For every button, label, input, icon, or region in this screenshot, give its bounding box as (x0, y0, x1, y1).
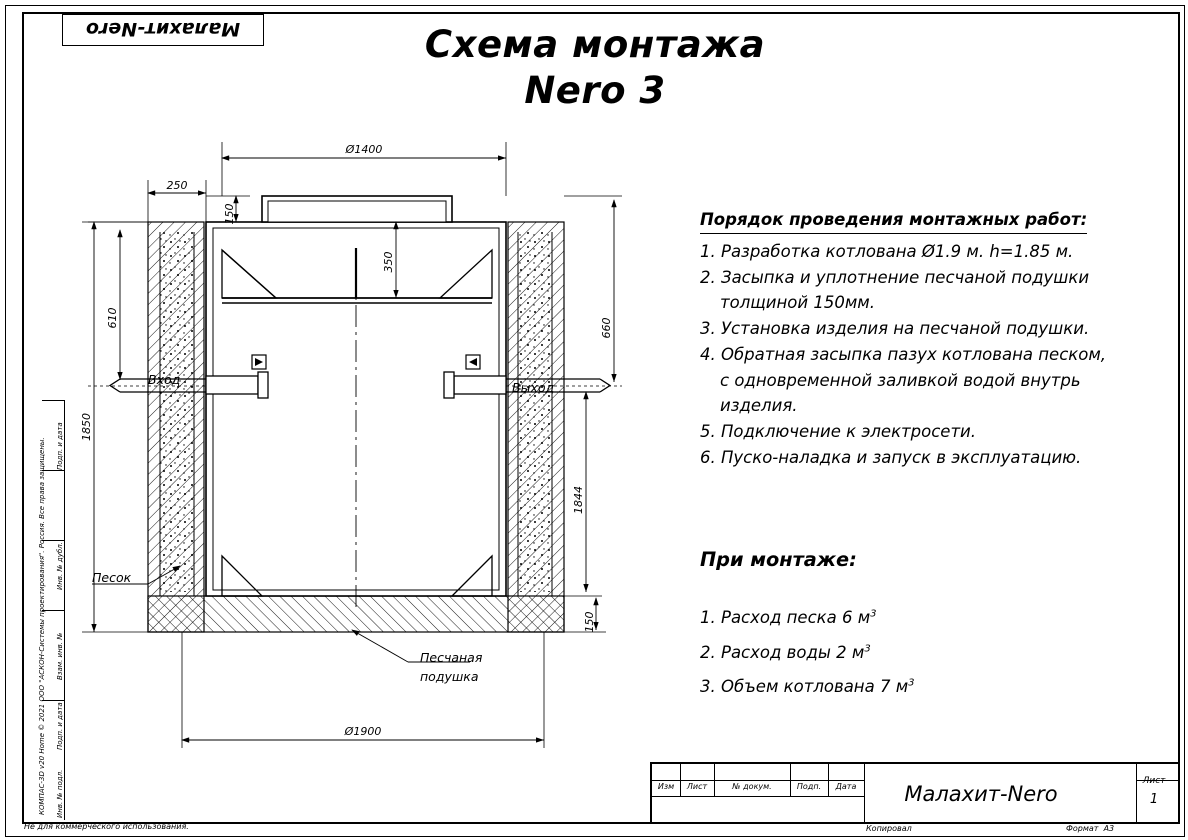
dim-top-diameter: Ø1400 (345, 143, 383, 156)
note-item: 4. Обратная засыпка пазух котлована песком, (700, 344, 1107, 364)
tb-col-podp: Подп. (796, 782, 822, 791)
tb-col-izm: Изм (657, 782, 675, 791)
notes-heading-1: Порядок проведения монтажных работ: (700, 208, 1087, 234)
note-item-cont: с одновременной заливкой водой внутрь (720, 370, 1081, 390)
note-item: 5. Подключение к электросети. (700, 422, 977, 441)
tb-col-data: Дата (835, 782, 857, 791)
footer-format: Формат А3 (1066, 824, 1115, 833)
label-sand-cushion-2: подушка (420, 669, 479, 684)
dim-1850: 1850 (80, 413, 93, 441)
note-item-cont: толщиной 150мм. (720, 293, 876, 313)
dim-1844: 1844 (572, 486, 585, 514)
dim-250: 250 (166, 179, 188, 192)
tb-col-dokum: № докум. (732, 782, 772, 791)
left-label-podp-data-2: Подп. и дата (56, 702, 64, 750)
consumption-item: 3. Объем котлована 7 $м^3$ (700, 677, 915, 697)
dim-350: 350 (382, 251, 395, 273)
dim-610: 610 (106, 307, 119, 329)
tb-product-name: Малахит-Nero (904, 782, 1058, 806)
consumption-item: 1. Расход песка 6 $м^3$ (700, 607, 877, 627)
label-sand-cushion-1: Песчаная (420, 650, 483, 665)
note-item: 6. Пуско-наладка и запуск в эксплуатацию. (700, 447, 1082, 467)
footer-note: Не для коммерческого использования. (24, 822, 189, 831)
note-item: 1. Разработка котлована Ø1.9 м. h=1.85 м. (700, 241, 1074, 261)
left-label-vzam-inv: Взам. инв. № (56, 632, 64, 680)
page-title-line2: Nero 3 (524, 69, 666, 113)
note-item-cont: изделия. (720, 396, 798, 416)
tb-col-list: Лист (686, 782, 708, 791)
left-label-podp-data-1: Подп. и дата (56, 422, 64, 470)
note-item: 2. Засыпка и уплотнение песчаной подушки (700, 267, 1090, 287)
tb-list-number: 1 (1149, 792, 1159, 807)
page-title-line1: Схема монтажа (424, 23, 766, 66)
dim-660: 660 (600, 317, 613, 339)
dim-150-bottom: 150 (583, 611, 596, 633)
notes-list (700, 240, 1170, 471)
left-label-inv-podl: Инв. № подл. (56, 769, 64, 818)
label-inlet: Вход (148, 372, 181, 387)
left-label-copyright: КОМПАС-3D v20 Home © 2021 ООО "АСКОН-Системы проектирования". Россия. Все права защищены. (38, 437, 46, 815)
logo-text: Малахит-Nero (85, 18, 241, 40)
label-outlet: Выход (512, 380, 555, 395)
dim-bottom-diameter: Ø1900 (344, 725, 382, 738)
footer-kopiroval: Копировал (866, 824, 912, 833)
label-sand: Песок (92, 570, 132, 585)
note-item: 3. Установка изделия на песчаной подушки. (700, 319, 1090, 338)
installation-consumption (700, 525, 1170, 701)
left-label-inv-dubl: Инв. № дубл. (56, 542, 64, 590)
notes-heading-2: При монтаже: (700, 548, 857, 572)
dim-150-top: 150 (223, 203, 236, 225)
installation-notes (700, 208, 1170, 472)
consumption-item: 2. Расход воды 2 $м^3$ (700, 642, 871, 662)
tb-list-label: Лист (1142, 776, 1166, 786)
